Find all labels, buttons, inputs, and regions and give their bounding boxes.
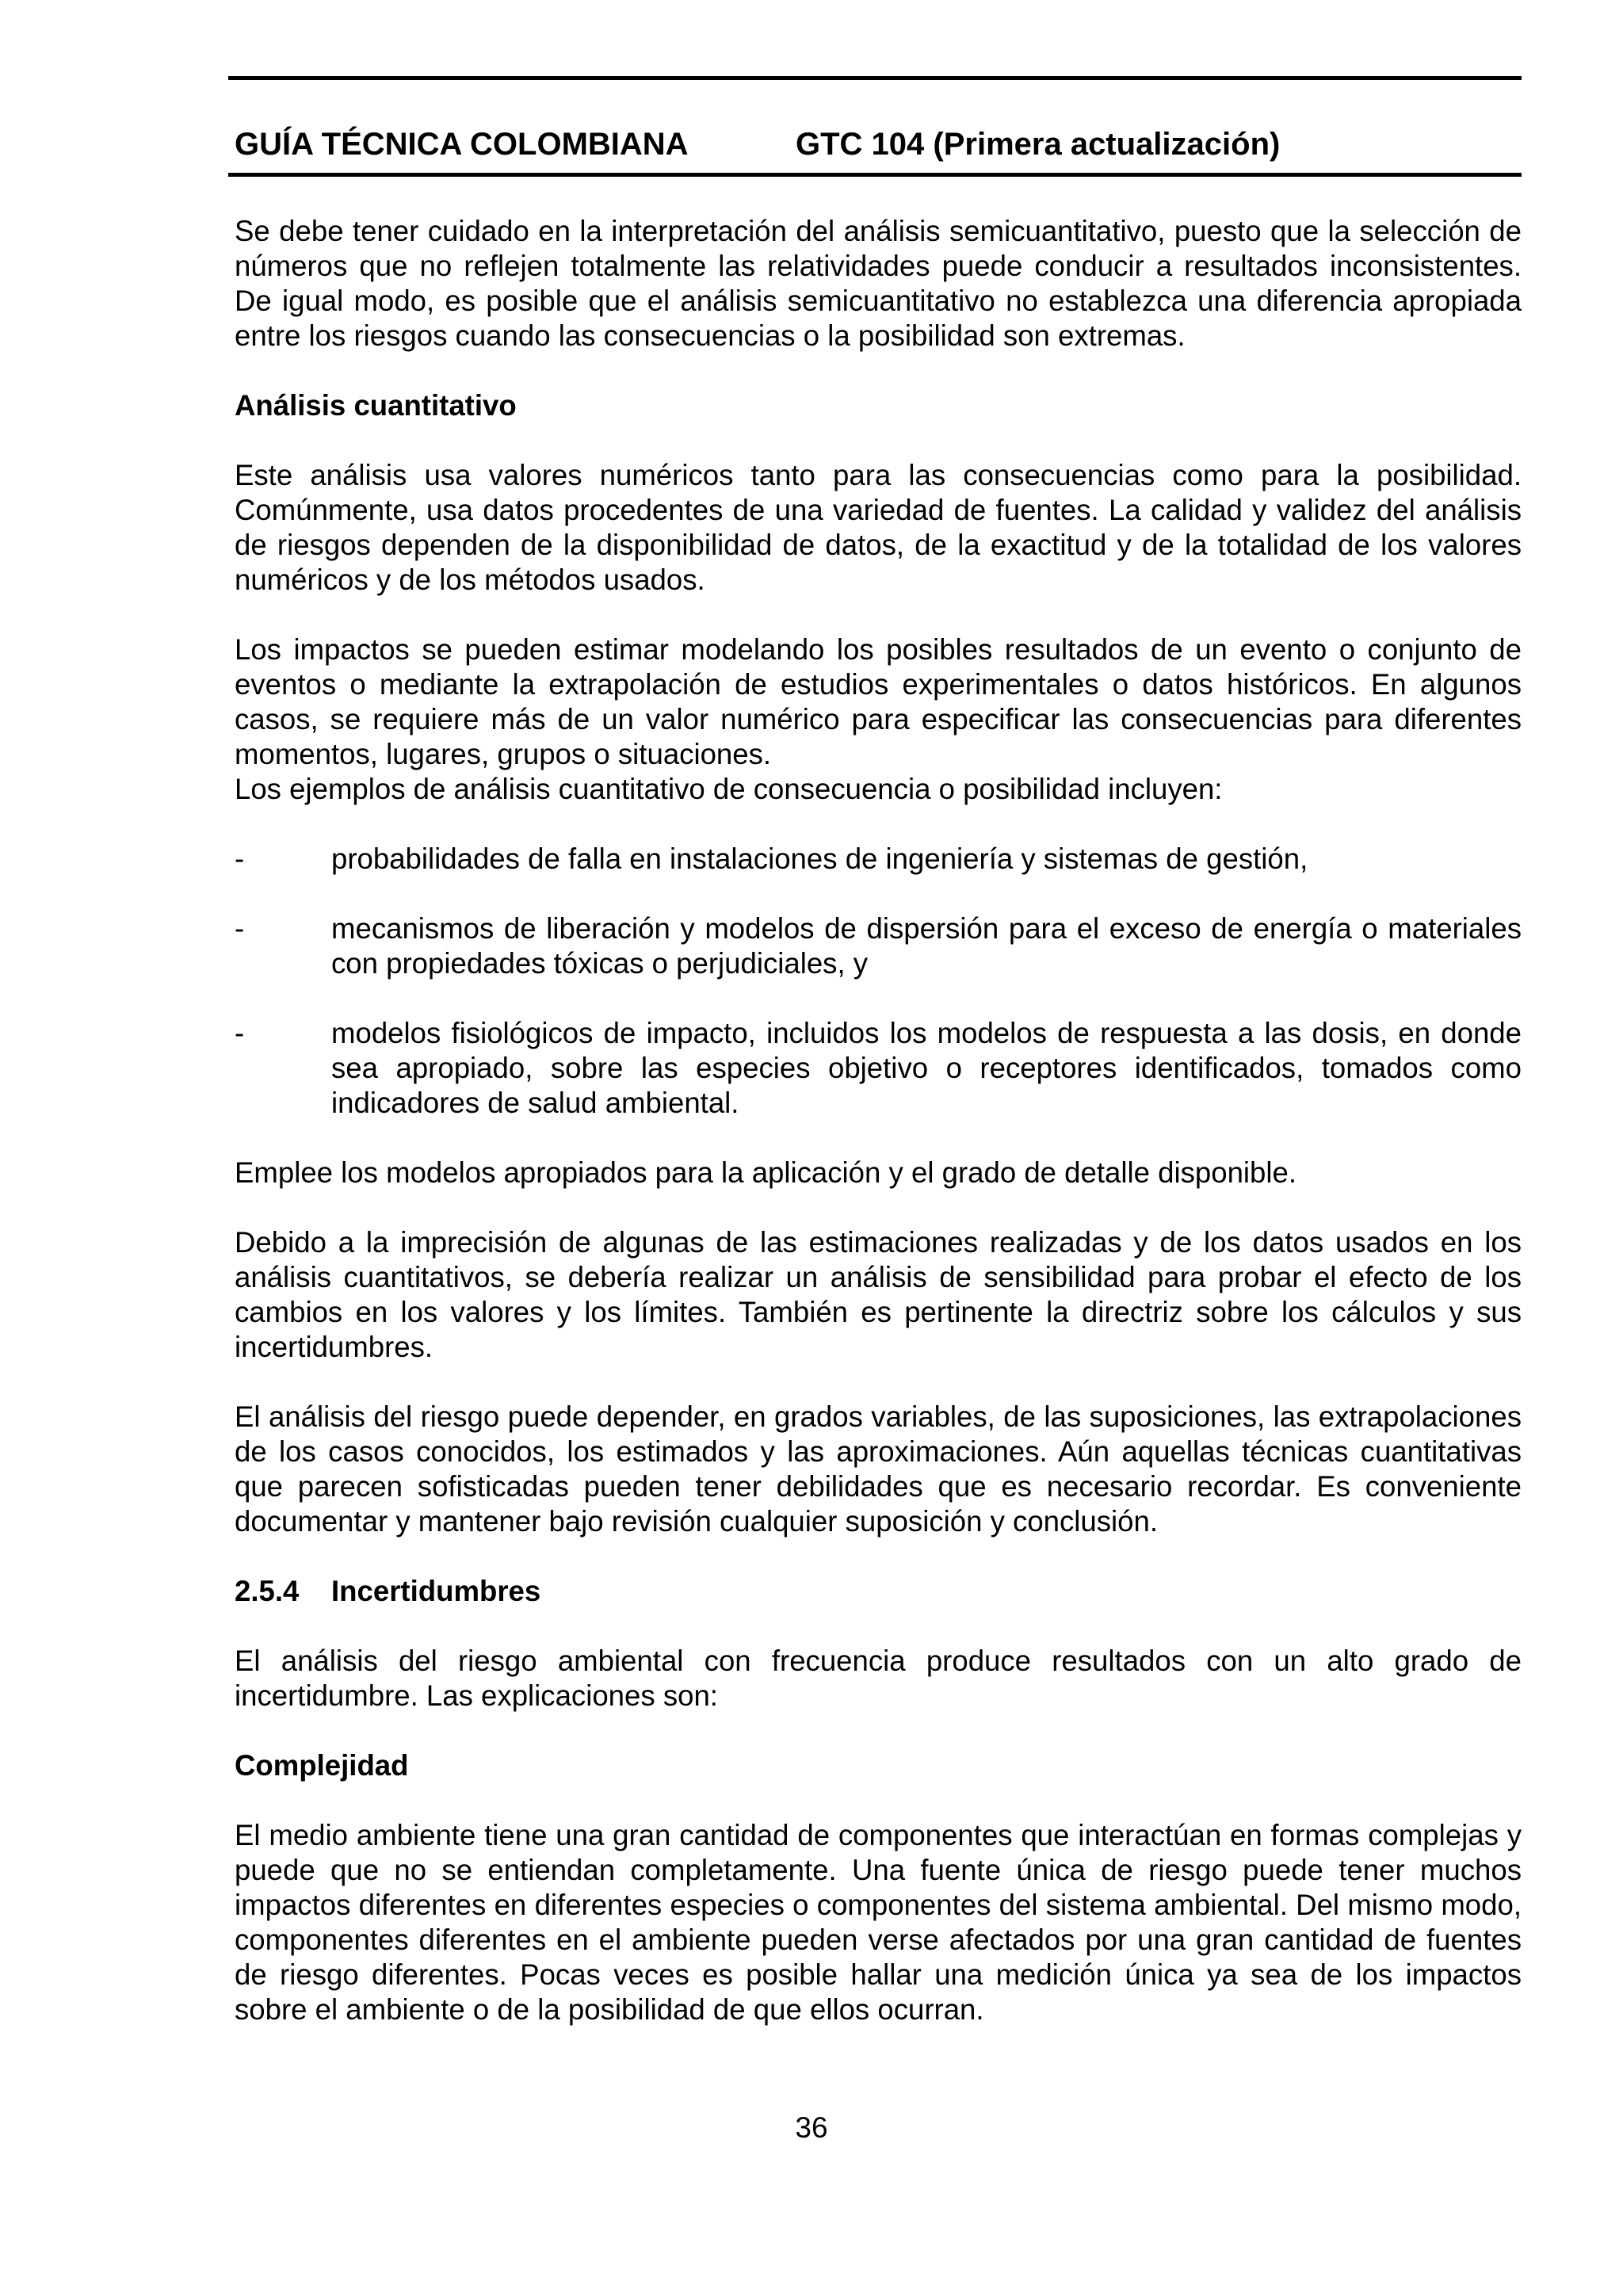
page-number: 36 [795, 2111, 828, 2144]
document-body [235, 214, 1522, 2027]
list-item [235, 842, 1522, 877]
list-item [235, 1016, 1522, 1121]
paragraph-imprecision: Debido a la imprecisión de algunas de las estimaciones realizadas y de los datos usados en los análisis cuantitativos, se debería realizar un análisis de sensibilidad para probar el efecto de los cambios en los valores y los límites. También es pertinente la directriz sobre los cálculos y sus incertidumbres. [235, 1226, 1522, 1363]
header-document-code: GTC 104 (Primera actualización) [796, 127, 1281, 162]
header-top-rule [228, 76, 1522, 80]
paragraph-semicuantitativo: Se debe tener cuidado en la interpretación del análisis semicuantitativo, puesto que la selección de números que no reflejen totalmente las relatividades puede conducir a resultados inconsistentes. De igual modo, es posible que el análisis semicuantitativo no establezca una diferencia apropiada entre los riesgos cuando las consecuencias o la posibilidad son extremas. [235, 215, 1522, 352]
heading-complejidad: Complejidad [235, 1749, 409, 1782]
header-bottom-rule [228, 173, 1522, 177]
paragraph-suposiciones: El análisis del riesgo puede depender, en grados variables, de las suposiciones, las extrapolaciones de los casos conocidos, los estimados y las aproximaciones. Aún aquellas técnicas cuantitativas que parecen sofisticadas pueden tener debilidades que es necesario recordar. Es conveniente documentar y mantener bajo revisión cualquier suposición y conclusión. [235, 1400, 1522, 1538]
list-dash: - [235, 1017, 245, 1049]
list-item-text: modelos fisiológicos de impacto, incluidos los modelos de respuesta a las dosis, en donde sea apropiado, sobre las especies objetivo o receptores identificados, tomados como indicadores de salud ambiental. [331, 1017, 1522, 1119]
paragraph-impactos: Los impactos se pueden estimar modelando los posibles resultados de un evento o conjunto de eventos o mediante la extrapolación de estudios experimentales o datos históricos. En algunos casos, se requiere más de un valor numérico para especificar las consecuencias para diferentes momentos, lugares, grupos o situaciones. [235, 633, 1522, 770]
paragraph-ejemplos-intro: Los ejemplos de análisis cuantitativo de consecuencia o posibilidad incluyen: [235, 773, 1223, 805]
header-guide-title: GUÍA TÉCNICA COLOMBIANA [235, 127, 689, 162]
paragraph-incertidumbre: El análisis del riesgo ambiental con frecuencia produce resultados con un alto grado de incertidumbre. Las explicaciones son: [235, 1645, 1522, 1712]
paragraph-analisis-cuantitativo: Este análisis usa valores numéricos tanto para las consecuencias como para la posibilidad. Comúnmente, usa datos procedentes de una variedad de fuentes. La calidad y validez del análisis de riesgos dependen de la disponibilidad de datos, de la exactitud y de la totalidad de los valores numéricos y de los métodos usados. [235, 459, 1522, 596]
section-number: 2.5.4 [235, 1575, 300, 1607]
section-title: Incertidumbres [331, 1575, 541, 1607]
list-dash: - [235, 842, 245, 875]
list-item-text: probabilidades de falla en instalaciones de ingeniería y sistemas de gestión, [331, 842, 1308, 875]
section-heading-incertidumbres [235, 1574, 1522, 1609]
heading-analisis-cuantitativo: Análisis cuantitativo [235, 389, 517, 422]
list-item-text: mecanismos de liberación y modelos de dispersión para el exceso de energía o materiales con propiedades tóxicas o perjudiciales, y [331, 912, 1522, 980]
list-dash: - [235, 912, 245, 945]
paragraph-emplee-modelos: Emplee los modelos apropiados para la aplicación y el grado de detalle disponible. [235, 1156, 1297, 1189]
list-item [235, 911, 1522, 981]
paragraph-complejidad: El medio ambiente tiene una gran cantidad de componentes que interactúan en formas complejas y puede que no se entiendan completamente. Una fuente única de riesgo puede tener muchos impactos diferentes en diferentes especies o componentes del sistema ambiental. Del mismo modo, componentes diferentes en el ambiente pueden verse afectados por una gran cantidad de fuentes de riesgo diferentes. Pocas veces es posible hallar una medición única ya sea de los impactos sobre el ambiente o de la posibilidad de que ellos ocurran. [235, 1819, 1522, 2026]
